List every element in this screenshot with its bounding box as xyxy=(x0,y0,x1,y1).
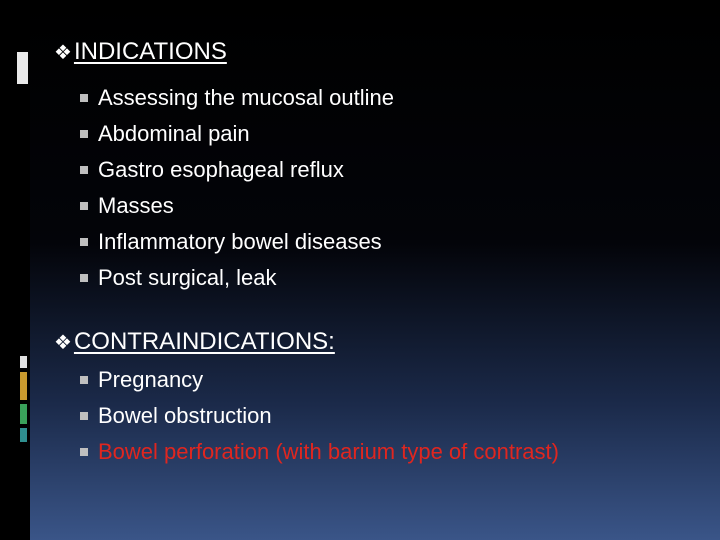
list-item xyxy=(80,398,559,434)
list-item xyxy=(80,152,394,188)
square-bullet-icon xyxy=(80,238,88,246)
square-bullet-icon xyxy=(80,94,88,102)
diamond-bullet-icon: ❖ xyxy=(54,41,72,64)
square-bullet-icon xyxy=(80,448,88,456)
contraindications-list xyxy=(80,362,559,470)
square-bullet-icon xyxy=(80,376,88,384)
list-item xyxy=(80,80,394,116)
square-bullet-icon xyxy=(80,202,88,210)
list-item xyxy=(80,362,559,398)
square-bullet-icon xyxy=(80,166,88,174)
square-bullet-icon xyxy=(80,274,88,282)
square-bullet-icon xyxy=(80,130,88,138)
contraindications-heading xyxy=(54,328,335,356)
list-item xyxy=(80,188,394,224)
list-item xyxy=(80,434,559,470)
list-item-text: Inflammatory bowel diseases xyxy=(98,229,382,254)
list-item xyxy=(80,116,394,152)
square-bullet-icon xyxy=(80,412,88,420)
list-item xyxy=(80,224,394,260)
indications-heading-text: INDICATIONS xyxy=(73,38,227,65)
list-item-text: Abdominal pain xyxy=(98,121,250,146)
list-item xyxy=(80,260,394,296)
indications-list xyxy=(80,80,394,296)
decorative-bar xyxy=(20,428,27,442)
list-item-text: Pregnancy xyxy=(98,367,204,392)
decorative-bar xyxy=(20,356,27,368)
list-item-text: Assessing the mucosal outline xyxy=(98,85,394,110)
list-item-text: Gastro esophageal reflux xyxy=(98,157,344,182)
decorative-bar xyxy=(20,372,27,400)
list-item-text: Bowel obstruction xyxy=(98,403,272,428)
indications-heading xyxy=(54,38,227,66)
list-item-text: Post surgical, leak xyxy=(98,265,277,290)
decorative-bar xyxy=(17,52,28,84)
diamond-bullet-icon: ❖ xyxy=(54,331,72,354)
contraindications-heading-text: CONTRAINDICATIONS: xyxy=(73,328,335,355)
decorative-bar xyxy=(20,404,27,424)
list-item-text-highlighted: Bowel perforation (with barium type of contrast) xyxy=(98,439,559,464)
list-item-text: Masses xyxy=(98,193,174,218)
